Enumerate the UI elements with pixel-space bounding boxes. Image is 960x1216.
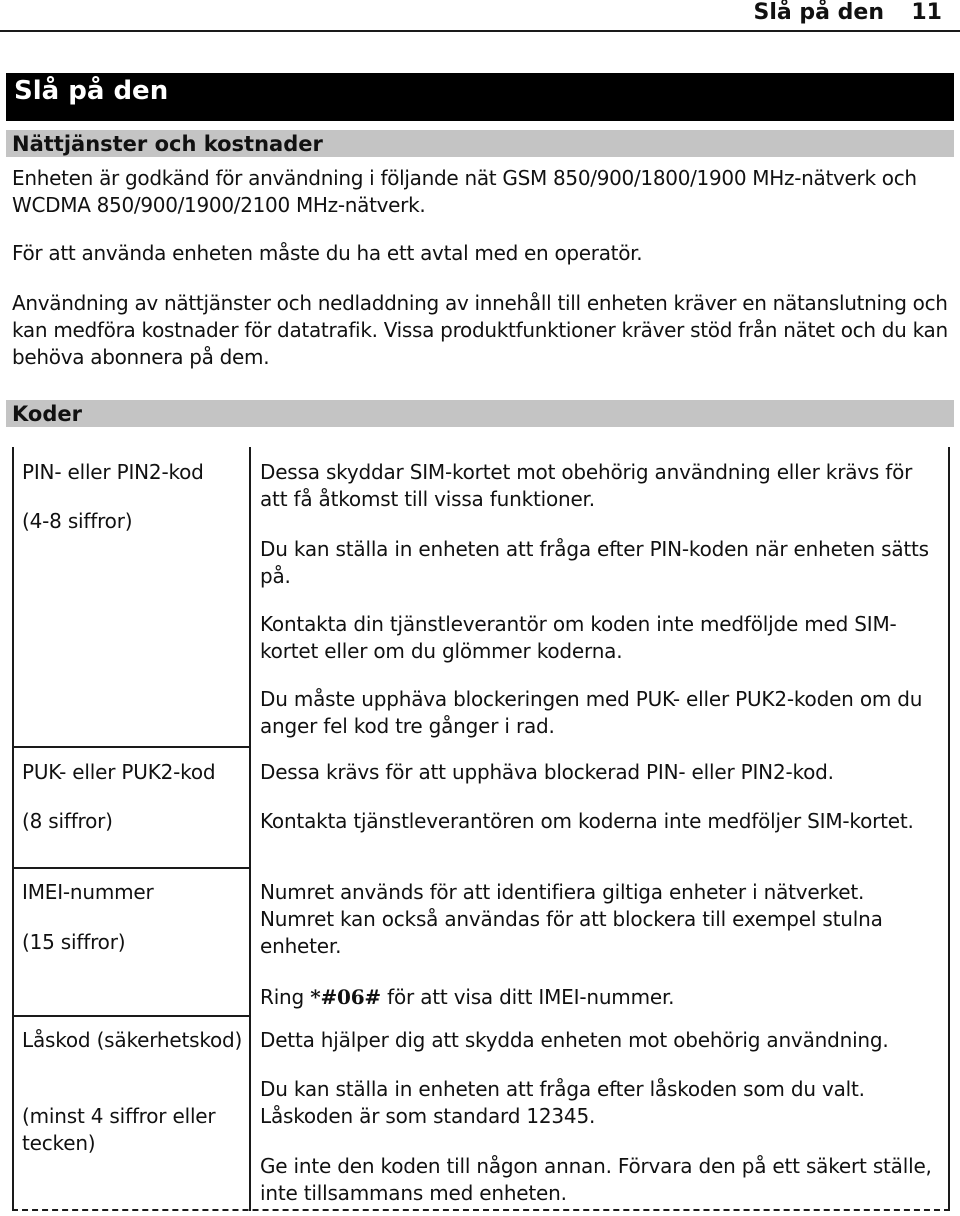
pin-desc-4: Du måste upphäva blockeringen med PUK- eller PUK2-koden om du anger fel kod tre gånger i rad. — [260, 687, 923, 738]
puk-desc-1: Dessa krävs för att upphäva blockerad PIN- eller PIN2-kod. — [260, 760, 834, 784]
network-paragraph-2: För att använda enheten måste du ha ett avtal med en operatör. — [12, 241, 643, 265]
network-paragraph-1: Enheten är godkänd för användning i följande nät GSM 850/900/1800/1900 MHz-nätverk och WCDMA 850/900/1900/2100 MHz-nätverk. — [12, 166, 917, 217]
lock-code-digits: (minst 4 siffror eller tecken) — [22, 1104, 216, 1155]
running-header — [0, 0, 960, 32]
row-divider — [14, 746, 251, 748]
chapter-title-bar — [6, 73, 954, 121]
puk-desc-2: Kontakta tjänstleverantören om koderna inte medföljer SIM-kortet. — [260, 809, 914, 833]
chapter-title: Slå på den — [14, 76, 169, 106]
imei-ring-code: *#06# — [310, 985, 381, 1009]
imei-ring-prefix: Ring — [260, 985, 311, 1009]
imei-ring-suffix: för att visa ditt IMEI-nummer. — [381, 985, 675, 1009]
puk-code-label: PUK- eller PUK2-kod — [22, 760, 216, 784]
section-heading-network-text: Nättjänster och kostnader — [12, 132, 323, 156]
lock-desc-2: Du kan ställa in enheten att fråga efter låskoden som du valt. Låskoden är som standard 12345. — [260, 1077, 865, 1128]
codes-table — [12, 447, 950, 1211]
imei-digits: (15 siffror) — [22, 930, 126, 954]
network-paragraph-3: Användning av nättjänster och nedladdning av innehåll till enheten kräver en nätanslutning och kan medföra kostnader för datatrafik. Vissa produktfunktioner kräver stöd från nätet och du kan behöva abonnera på dem. — [12, 291, 948, 369]
pin-desc-2: Du kan ställa in enheten att fråga efter PIN-koden när enheten sätts på. — [260, 537, 929, 588]
pin-desc-1: Dessa skyddar SIM-kortet mot obehörig användning eller krävs för att få åtkomst till vissa funktioner. — [260, 460, 913, 511]
column-divider — [249, 447, 251, 1211]
imei-ring-instruction — [260, 984, 944, 1011]
imei-desc-1: Numret används för att identifiera giltiga enheter i nätverket. Numret kan också användas för att blockera till exempel stulna enheter. — [260, 880, 883, 958]
lock-desc-3: Ge inte den koden till någon annan. Förvara den på ett säkert ställe, inte tillsammans med enheten. — [260, 1154, 932, 1205]
row-divider — [14, 867, 251, 869]
section-heading-codes-text: Koder — [12, 402, 82, 426]
running-header-title: Slå på den — [753, 0, 884, 25]
page-number: 11 — [911, 0, 942, 25]
puk-code-digits: (8 siffror) — [22, 809, 113, 833]
row-divider — [14, 1015, 251, 1017]
pin-code-label: PIN- eller PIN2-kod — [22, 460, 204, 484]
pin-code-digits: (4-8 siffror) — [22, 509, 133, 533]
pin-desc-3: Kontakta din tjänstleverantör om koden inte medföljde med SIM-kortet eller om du glömmer koderna. — [260, 612, 897, 663]
section-heading-codes — [6, 400, 954, 427]
lock-desc-1: Detta hjälper dig att skydda enheten mot obehörig användning. — [260, 1028, 889, 1052]
imei-label: IMEI-nummer — [22, 880, 154, 904]
table-bottom-border — [12, 1209, 950, 1211]
section-heading-network — [6, 130, 954, 157]
lock-code-label: Låskod (säkerhetskod) — [22, 1028, 243, 1052]
